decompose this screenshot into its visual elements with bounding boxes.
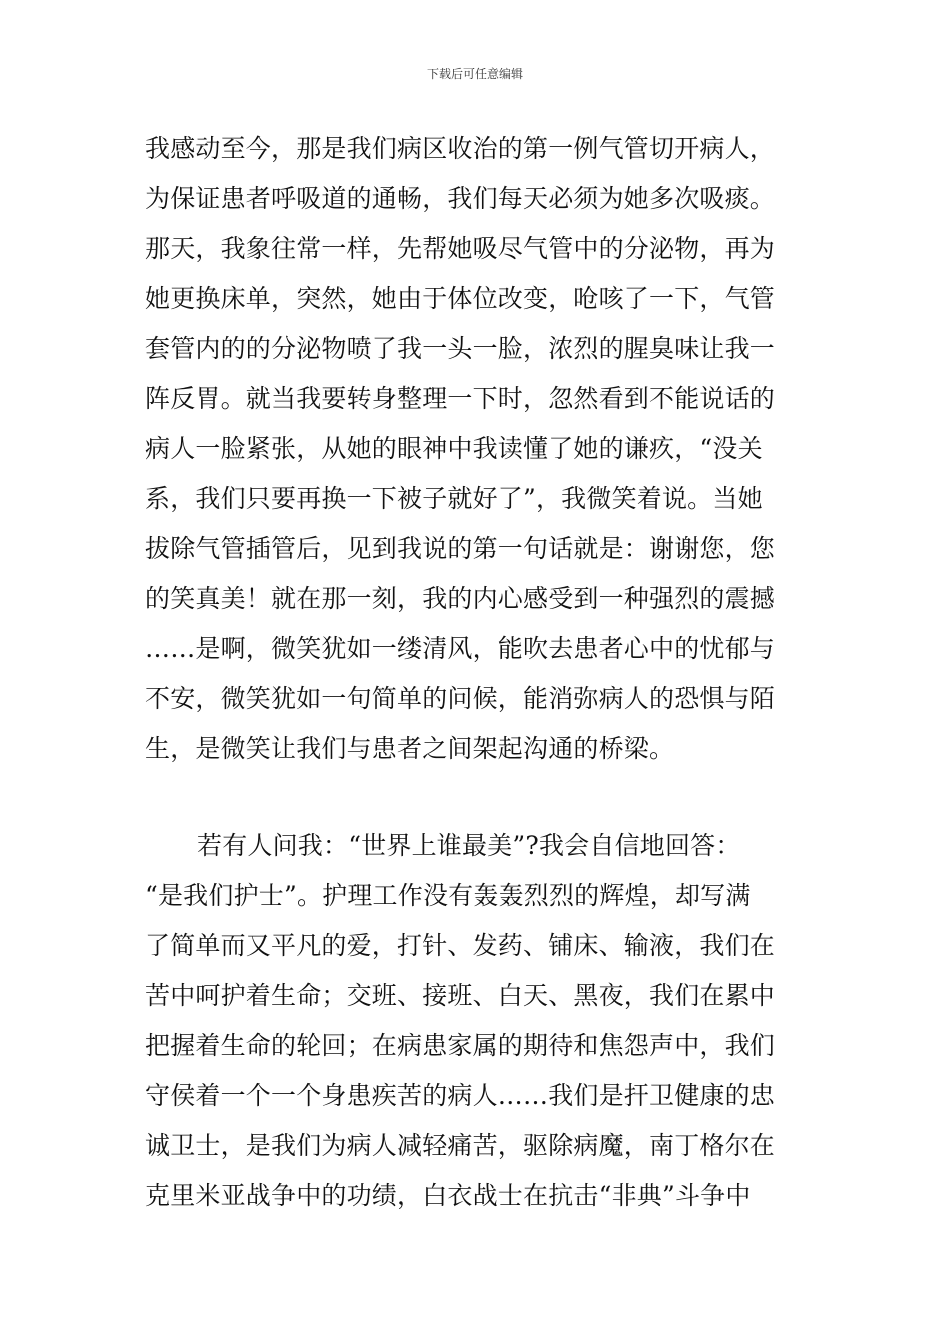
text-line: 的笑真美！就在那一刻，我的内心感受到一种强烈的震撼 — [145, 584, 776, 613]
text-line: 克里米亚战争中的功绩，白衣战士在抗击“非典”斗争中 — [145, 1181, 751, 1210]
text-line: 病人一脸紧张，从她的眼神中我读懂了她的谦疚，“没关 — [145, 434, 763, 463]
text-line: 诚卫士，是我们为病人减轻痛苦，驱除病魔，南丁格尔在 — [145, 1131, 776, 1160]
text-line: 我感动至今，那是我们病区收治的第一例气管切开病人， — [145, 134, 776, 163]
text-line: 那天，我象往常一样，先帮她吸尽气管中的分泌物，再为 — [145, 234, 776, 263]
page-header: 下载后可任意编辑 — [426, 67, 523, 81]
text-line: 系，我们只要再换一下被子就好了”，我微笑着说。当她 — [145, 484, 763, 513]
paragraph-2 — [145, 821, 815, 1221]
text-line: 拔除气管插管后，见到我说的第一句话就是：谢谢您，您 — [145, 534, 776, 563]
text-line: 把握着生命的轮回；在病患家属的期待和焦怨声中，我们 — [145, 1031, 776, 1060]
text-line: 苦中呵护着生命；交班、接班、白天、黑夜，我们在累中 — [145, 981, 776, 1010]
text-line: 阵反胃。就当我要转身整理一下时，忽然看到不能说话的 — [145, 384, 776, 413]
text-line: ……是啊，微笑犹如一缕清风，能吹去患者心中的忧郁与 — [145, 634, 776, 663]
text-line: 她更换床单，突然，她由于体位改变，呛咳了一下，气管 — [145, 284, 776, 313]
text-line: 守侯着一个一个身患疾苦的病人……我们是扞卫健康的忠 — [145, 1081, 776, 1110]
text-line: 套管内的的分泌物喷了我一头一脸，浓烈的腥臭味让我一 — [145, 334, 776, 363]
paragraph-1 — [145, 124, 815, 774]
text-line-indented: 若有人问我：“世界上谁最美”?我会自信地回答： — [197, 831, 741, 860]
text-line: 为保证患者呼吸道的通畅，我们每天必须为她多次吸痰。 — [145, 184, 776, 213]
text-line: 生，是微笑让我们与患者之间架起沟通的桥梁。 — [145, 734, 675, 763]
text-line: 了简单而又平凡的爱，打针、发药、铺床、输液，我们在 — [145, 931, 776, 960]
text-line: 不安，微笑犹如一句简单的问候，能消弥病人的恐惧与陌 — [145, 684, 776, 713]
text-line: “是我们护士”。护理工作没有轰轰烈烈的辉煌，却写满 — [145, 881, 751, 910]
